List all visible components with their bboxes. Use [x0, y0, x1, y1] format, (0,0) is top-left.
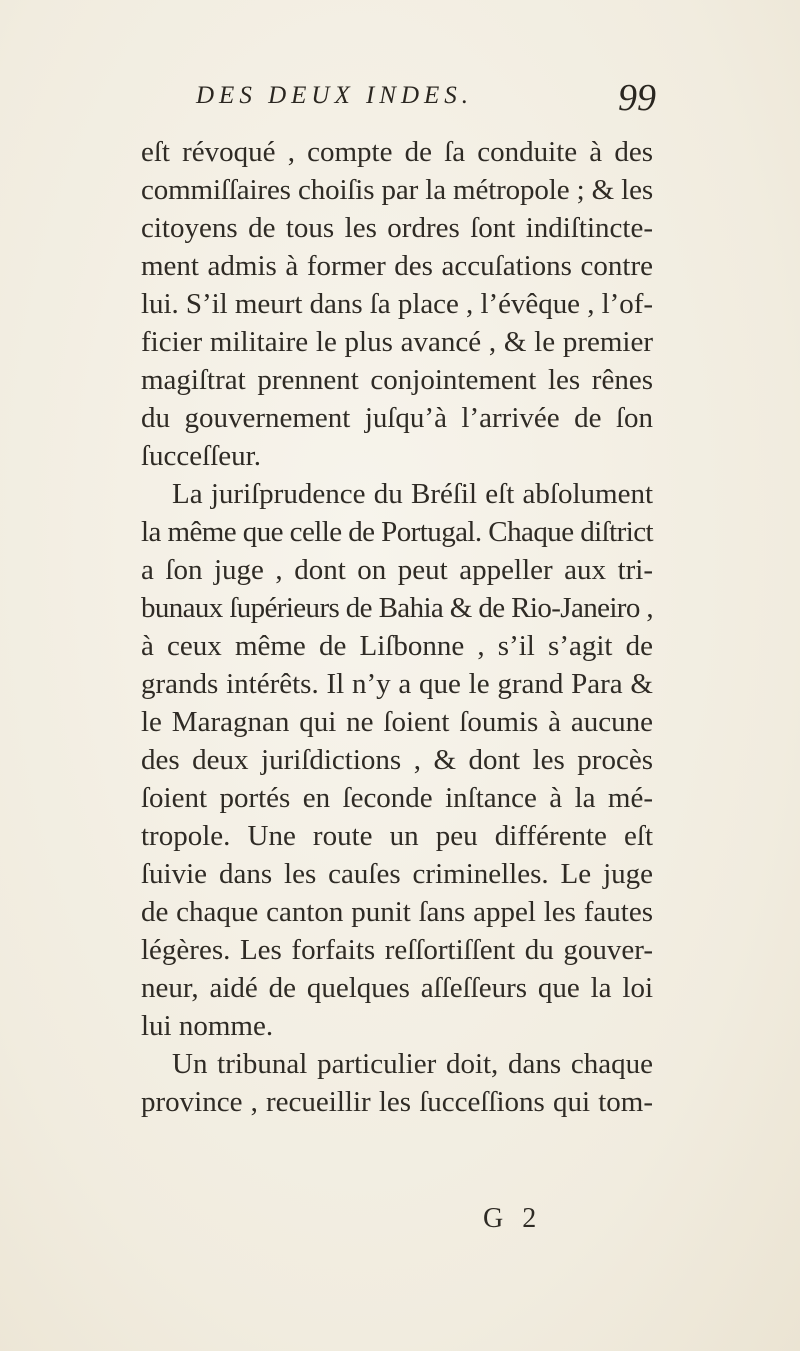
text-line: magiſtrat prennent conjointement les rênes — [141, 364, 653, 396]
text-line: ſuivie dans les cauſes criminelles. Le juge — [141, 858, 653, 890]
text-line: ſucceſſeur. — [141, 440, 261, 472]
text-line: province , recueillir les ſucceſſions qui tom- — [141, 1086, 653, 1118]
text-line: tropole. Une route un peu différente eſt — [141, 820, 653, 852]
text-line: légères. Les forfaits reſſortiſſent du gouver- — [141, 934, 653, 966]
text-line: ficier militaire le plus avancé , & le premier — [141, 326, 653, 358]
page-header — [196, 77, 656, 122]
text-line: ſoient portés en ſeconde inſtance à la mé- — [141, 782, 653, 814]
page-number: 99 — [618, 77, 656, 119]
text-line: lui. S’il meurt dans ſa place , l’évêque , l’of- — [141, 288, 653, 320]
text-line: ment admis à former des accuſations contre — [141, 250, 653, 282]
signature-mark: G 2 — [483, 1203, 543, 1234]
text-line: la même que celle de Portugal. Chaque diſtrict — [141, 516, 653, 548]
text-line: grands intérêts. Il n’y a que le grand Para & — [141, 668, 653, 700]
text-line: lui nomme. — [141, 1010, 274, 1042]
text-line: commiſſaires choiſis par la métropole ; & les — [141, 174, 653, 206]
text-line: eſt révoqué , compte de ſa conduite à des — [141, 136, 653, 168]
text-line: des deux juriſdictions , & dont les procès — [141, 744, 653, 776]
text-line: le Maragnan qui ne ſoient ſoumis à aucune — [141, 706, 653, 738]
text-line: a ſon juge , dont on peut appeller aux tri- — [141, 554, 653, 586]
text-line: à ceux même de Liſbonne , s’il s’agit de — [141, 630, 653, 662]
text-line: bunaux ſupérieurs de Bahia & de Rio-Janeiro , — [141, 592, 653, 624]
running-title: DES DEUX INDES. — [196, 82, 474, 109]
text-line: de chaque canton punit ſans appel les fautes — [141, 896, 653, 928]
text-line: neur, aidé de quelques aſſeſſeurs que la loi — [141, 972, 653, 1004]
text-line: du gouvernement juſqu’à l’arrivée de ſon — [141, 402, 653, 434]
text-line: Un tribunal particulier doit, dans chaque — [172, 1048, 653, 1080]
text-line: citoyens de tous les ordres ſont indiſtincte- — [141, 212, 653, 244]
text-line: La juriſprudence du Bréſil eſt abſolument — [172, 478, 653, 510]
